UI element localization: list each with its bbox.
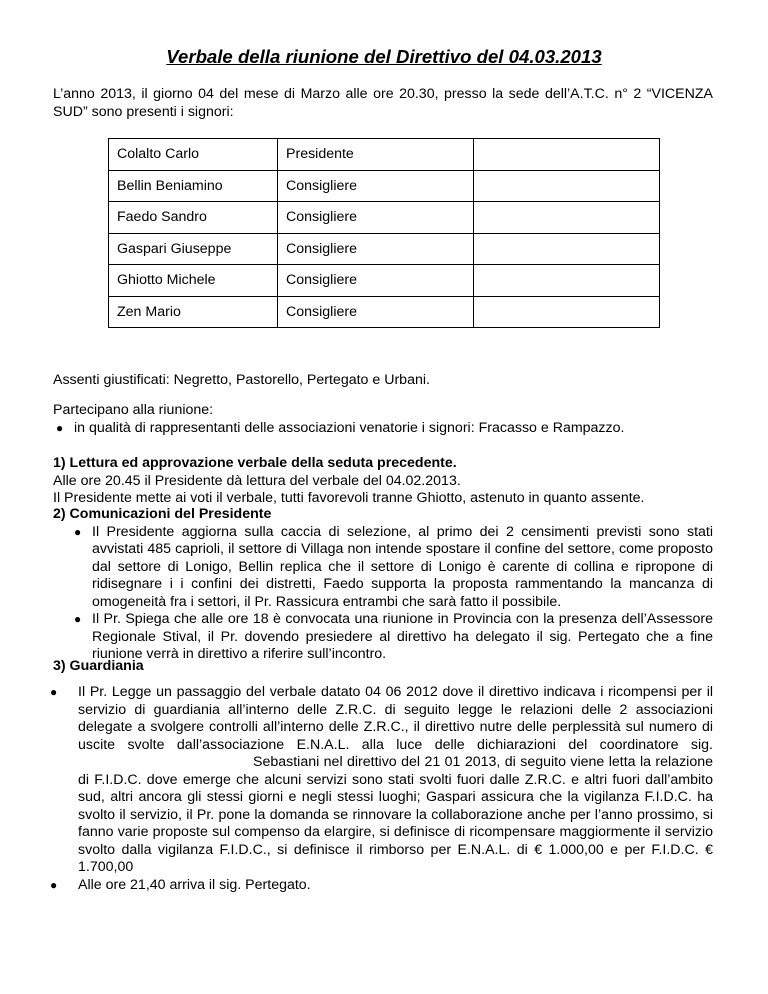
section-heading: 2) Comunicazioni del Presidente bbox=[53, 506, 272, 522]
absent-paragraph: Assenti giustificati: Negretto, Pastorello, Pertegato e Urbani. bbox=[53, 372, 430, 388]
list-item-text: Sebastiani nel direttivo del 21 01 2013, di seguito viene letta la relazione di F.I.D.C. dove emerge che alcuni servizi sono stati svolti fuori dalle Z.R.C. e altri fuori dall’ambito sud, altri ancora gli stessi giorni e negli stessi luoghi; Gaspari assicura che la vigilanza F.I.D.C. ha svolto il servizio, il Pr. pone la domanda se rinnovare la collaborazione anche per l’anno prossimo, si fanno varie proposte sul compenso da elargire, si definisce di ricompensare maggiormente il servizio svolto dalla vigilanza F.I.D.C., si definisce il rimborso per E.N.A.L. di € 1.000,00 e per F.I.D.C. € 1.700,00 bbox=[78, 754, 713, 875]
table-row bbox=[109, 233, 660, 265]
section-heading: 3) Guardiania bbox=[53, 658, 144, 674]
attendee-role: Consigliere bbox=[278, 233, 474, 265]
section-heading: 1) Lettura ed approvazione verbale della seduta precedente. bbox=[53, 455, 457, 471]
attendee-name: Colalto Carlo bbox=[109, 139, 278, 171]
section-2-list bbox=[53, 524, 713, 664]
attendee-signature bbox=[474, 170, 660, 202]
list-item bbox=[50, 684, 713, 877]
participants-list bbox=[53, 420, 713, 438]
section-3 bbox=[53, 658, 713, 676]
table-row bbox=[109, 265, 660, 297]
bullet-icon: ● bbox=[50, 685, 58, 699]
attendee-role: Presidente bbox=[278, 139, 474, 171]
attendee-signature bbox=[474, 233, 660, 265]
list-item bbox=[53, 524, 713, 612]
attendees-table bbox=[108, 138, 660, 328]
section-line: Alle ore 20.45 il Presidente dà lettura del verbale del 04.02.2013. bbox=[53, 472, 461, 489]
bullet-icon: ● bbox=[74, 524, 82, 539]
list-item-text: Il Presidente aggiorna sulla caccia di selezione, al primo dei 2 censimenti previsti sono stati avvistati 485 caprioli, il settore di Villaga non intende spostare il confine del settore, come proposto dal settore di Lonigo, Bellin replica che il settore di Lonigo è carente di collina e ripropone di ridisegnare i i confini dei distretti, Faedo supporta la proposta rammentando la mancanza di omogeneità fra i settori, il Pr. Rassicura entrambi che sarà fatto il possibile. bbox=[92, 523, 713, 610]
attendee-name: Ghiotto Michele bbox=[109, 265, 278, 297]
attendee-role: Consigliere bbox=[278, 170, 474, 202]
bullet-icon: ● bbox=[56, 420, 64, 435]
attendee-role: Consigliere bbox=[278, 296, 474, 328]
document-title: Verbale della riunione del Direttivo del 04.03.2013 bbox=[166, 46, 602, 67]
section-2 bbox=[53, 506, 713, 664]
list-item-text: Il Pr. Legge un passaggio del verbale datato 04 06 2012 dove il direttivo indicava i ricompensi per il servizio di guardiania all’interno delle Z.R.C. di seguito legge le relazioni delle 2 associazioni delegate a svolgere controlli all’interno delle Z.R.C., il direttivo nutre delle perplessità sul numero di uscite svolte dall’associazione E.N.A.L. alla luce delle dichiarazioni del coordinatore sig. bbox=[78, 684, 713, 753]
bullet-icon: ● bbox=[74, 612, 82, 626]
attendee-signature bbox=[474, 139, 660, 171]
attendee-name: Gaspari Giuseppe bbox=[109, 233, 278, 265]
attendee-signature bbox=[474, 202, 660, 234]
bullet-icon: ● bbox=[50, 877, 58, 892]
attendee-role: Consigliere bbox=[278, 202, 474, 234]
table-row bbox=[109, 202, 660, 234]
list-item-text: Alle ore 21,40 arriva il sig. Pertegato. bbox=[78, 876, 311, 893]
table-row bbox=[109, 139, 660, 171]
section-3-list bbox=[50, 684, 713, 894]
table-row bbox=[109, 170, 660, 202]
list-item bbox=[53, 611, 713, 664]
participants-label: Partecipano alla riunione: bbox=[53, 402, 214, 418]
attendee-signature bbox=[474, 265, 660, 297]
list-item-text: Il Pr. Spiega che alle ore 18 è convocata una riunione in Provincia con la presenza dell’Assessore Regionale Stival, il Pr. dovendo presiedere al direttivo ha delegato il sig. Pertegato che a fine riunione verrà in direttivo a riferire sull’incontro. bbox=[92, 611, 713, 662]
attendee-role: Consigliere bbox=[278, 265, 474, 297]
attendee-signature bbox=[474, 296, 660, 328]
attendee-name: Zen Mario bbox=[109, 296, 278, 328]
table-row bbox=[109, 296, 660, 328]
list-item-text: in qualità di rappresentanti delle associazioni venatorie i signori: Fracasso e Rampazzo. bbox=[74, 419, 625, 436]
list-item bbox=[53, 420, 713, 438]
list-item bbox=[50, 876, 713, 895]
participants-block bbox=[53, 402, 713, 437]
intro-paragraph: L’anno 2013, il giorno 04 del mese di Marzo alle ore 20.30, presso la sede dell’A.T.C. n° 2 “VICENZA SUD” sono presenti i signori: bbox=[53, 86, 713, 120]
section-1 bbox=[53, 455, 713, 508]
attendee-name: Faedo Sandro bbox=[109, 202, 278, 234]
attendee-name: Bellin Beniamino bbox=[109, 170, 278, 202]
section-line: Il Presidente mette ai voti il verbale, tutti favorevoli tranne Ghiotto, astenuto in quanto assente. bbox=[53, 490, 645, 506]
